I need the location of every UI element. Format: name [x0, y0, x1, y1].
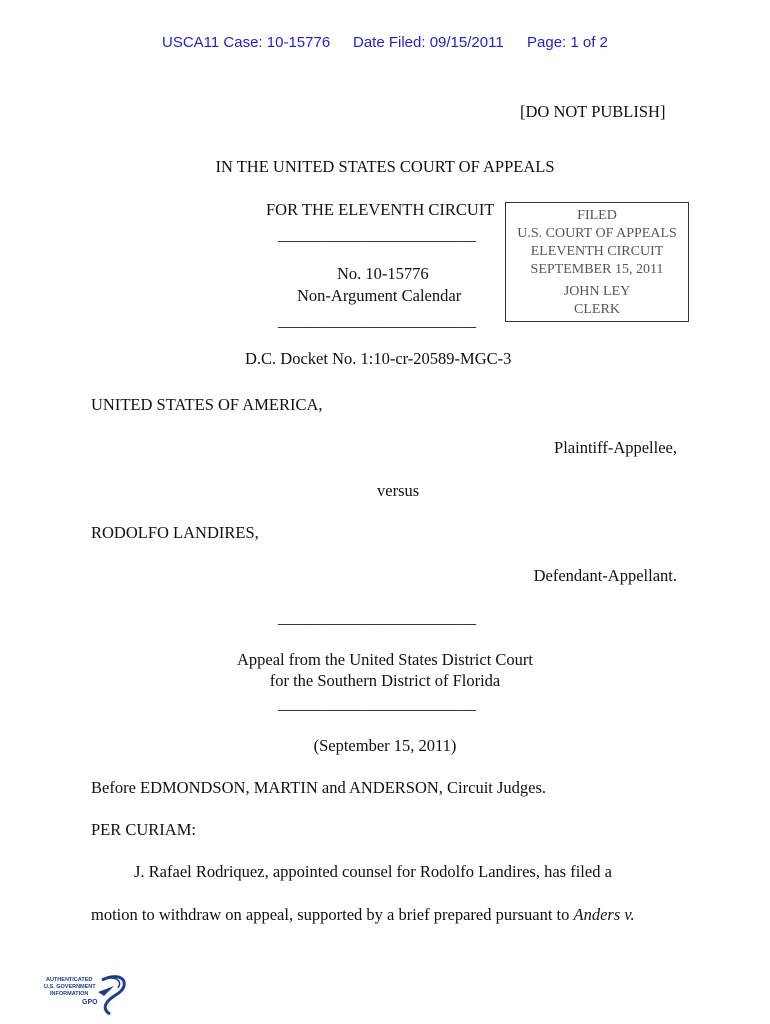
ecf-header — [0, 33, 770, 53]
versus: versus — [377, 481, 420, 500]
appeal-line-1: Appeal from the United States District Court — [236, 650, 534, 669]
case-number: No. 10-15776 — [337, 264, 429, 283]
stamp-court: U.S. COURT OF APPEALS — [517, 226, 677, 241]
stamp-circuit: ELEVENTH CIRCUIT — [530, 244, 664, 259]
court-name: IN THE UNITED STATES COURT OF APPEALS — [215, 157, 555, 176]
per-curiam: PER CURIAM: — [91, 820, 196, 839]
header-page-count: Page: 1 of 2 — [527, 34, 608, 51]
filed-stamp — [505, 202, 689, 322]
defendant-name: RODOLFO LANDIRES, — [91, 523, 259, 542]
body-line-2-text: motion to withdraw on appeal, supported by a brief prepared pursuant to — [91, 905, 574, 924]
logo-text-4: GPO — [82, 999, 98, 1006]
defendant-role: Defendant-Appellant. — [533, 566, 677, 585]
logo-text-3: INFORMATION — [50, 991, 89, 997]
body-line-2 — [91, 905, 635, 925]
case-citation: Anders v. — [573, 905, 635, 924]
appeal-line-2: for the Southern District of Florida — [269, 671, 501, 690]
separator-line: ________________________ — [278, 608, 476, 627]
separator-line: ________________________ — [278, 225, 476, 244]
publish-note: [DO NOT PUBLISH] — [520, 102, 666, 121]
decision-date: (September 15, 2011) — [313, 736, 457, 755]
plaintiff-role: Plaintiff-Appellee, — [554, 438, 677, 457]
calendar-type: Non-Argument Calendar — [297, 286, 462, 305]
stamp-filed: FILED — [577, 208, 617, 223]
docket-number: D.C. Docket No. 1:10-cr-20589-MGC-3 — [245, 349, 512, 368]
stamp-date: SEPTEMBER 15, 2011 — [530, 262, 664, 277]
separator-line: ________________________ — [278, 694, 476, 713]
gpo-authentication-logo — [44, 972, 134, 1023]
gpo-eagle-icon — [44, 972, 134, 1018]
stamp-clerk-title: CLERK — [574, 302, 620, 317]
logo-text-2: U.S. GOVERNMENT — [44, 984, 96, 990]
header-case-number: USCA11 Case: 10-15776 — [162, 34, 331, 51]
panel-judges: Before EDMONDSON, MARTIN and ANDERSON, Circuit Judges. — [91, 778, 547, 797]
circuit-name: FOR THE ELEVENTH CIRCUIT — [266, 200, 495, 219]
logo-text-1: AUTHENTICATED — [46, 977, 93, 983]
body-line-1: J. Rafael Rodriquez, appointed counsel for Rodolfo Landires, has filed a — [134, 862, 612, 881]
plaintiff-name: UNITED STATES OF AMERICA, — [91, 395, 323, 414]
separator-line: ________________________ — [278, 311, 476, 330]
stamp-clerk-name: JOHN LEY — [563, 284, 631, 299]
header-date-filed: Date Filed: 09/15/2011 — [353, 34, 504, 51]
